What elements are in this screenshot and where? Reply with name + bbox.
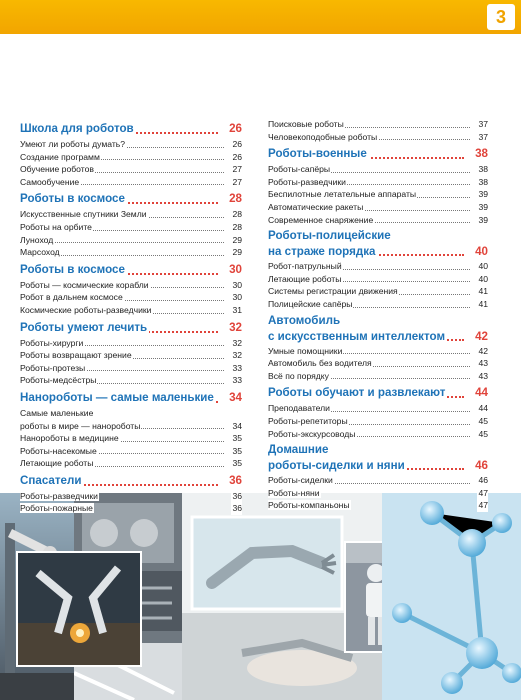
- section-title-line2-row: [268, 244, 488, 259]
- entry-title: Самообучение: [20, 176, 80, 187]
- toc-entry: [268, 118, 488, 131]
- entry-page-number: 32: [232, 337, 242, 348]
- section-title: Роботы-военные: [268, 147, 367, 161]
- entry-title: Роботы-экскурсоводы: [268, 428, 356, 439]
- section-title: Роботы в космосе: [20, 192, 125, 206]
- section-title: Роботы обучают и развлекают: [268, 386, 446, 400]
- entry-title: Нанороботы в медицине: [20, 433, 119, 444]
- entry-page-number: 34: [232, 420, 242, 431]
- entry-page-number: 44: [478, 403, 488, 414]
- entry-title: Автомобиль без водителя: [268, 358, 372, 369]
- welding-robots-photo: [16, 551, 142, 667]
- section-page-number: 36: [229, 473, 242, 487]
- toc-entry: [268, 131, 488, 144]
- entry-title: Всё по порядку: [268, 370, 329, 381]
- entry-page-number: 28: [232, 221, 242, 232]
- molecule-structure-photo: [382, 493, 521, 700]
- entry-title: Искусственные спутники Земли: [20, 209, 147, 220]
- toc-entry: [268, 428, 488, 441]
- toc-entry: [20, 151, 242, 164]
- entry-page-number: 41: [478, 298, 488, 309]
- toc-entry: [268, 163, 488, 176]
- entry-title: Роботы-протезы: [20, 362, 86, 373]
- entry-title: Современное снаряжение: [268, 214, 374, 225]
- section-page-number: 32: [229, 320, 242, 334]
- toc-entry: [20, 304, 242, 317]
- entry-title: Преподаватели: [268, 403, 330, 414]
- entry-title: Марсоход: [20, 247, 60, 258]
- entry-page-number: 35: [232, 445, 242, 456]
- entry-page-number: 29: [232, 234, 242, 245]
- entry-title: Умные помощники: [268, 345, 343, 356]
- entry-title: Робот в дальнем космосе: [20, 292, 123, 303]
- toc-entry: [20, 163, 242, 176]
- entry-page-number: 31: [232, 304, 242, 315]
- entry-page-number: 33: [232, 375, 242, 386]
- entry-title: Автоматические ракеты: [268, 201, 364, 212]
- toc-entry: [20, 337, 242, 350]
- entry-page-number: 38: [478, 176, 488, 187]
- toc-entry: [268, 176, 488, 189]
- section-title-line2-row: [268, 458, 488, 473]
- entry-page-number: 26: [232, 139, 242, 149]
- toc-section-heading: [268, 314, 488, 344]
- entry-title: Обучение роботов: [20, 164, 94, 175]
- entry-title: Беспилотные летательные аппараты: [268, 189, 417, 200]
- entry-title: Системы регистрации движения: [268, 286, 398, 297]
- toc-entry: [20, 176, 242, 189]
- toc-entry: [268, 298, 488, 311]
- entry-title: Человекоподобные роботы: [268, 131, 378, 142]
- toc-entry: [268, 370, 488, 383]
- top-header-bar: [0, 0, 521, 34]
- section-title: Спасатели: [20, 473, 82, 487]
- section-title: Нанороботы — самые маленькие: [20, 390, 214, 404]
- section-page-number: 28: [229, 192, 242, 206]
- entry-page-number: 33: [232, 362, 242, 373]
- page-number: 3: [487, 4, 515, 30]
- toc-entry: [268, 345, 488, 358]
- toc-section-heading: [268, 229, 488, 259]
- toc-entry: [20, 432, 242, 445]
- toc-section-heading: [20, 262, 242, 278]
- entry-title: Летающие роботы: [20, 458, 94, 469]
- entry-page-number: 42: [478, 345, 488, 356]
- entry-page-number: 36: [232, 490, 242, 501]
- toc-entry: [268, 285, 488, 298]
- toc-entry: [20, 208, 242, 221]
- toc-section-heading: [268, 385, 488, 401]
- entry-page-number: 40: [478, 273, 488, 284]
- section-title: Школа для роботов: [20, 122, 134, 135]
- entry-page-number: 36: [232, 503, 242, 514]
- entry-title: Поисковые роботы: [268, 119, 344, 129]
- toc-section-heading: [20, 320, 242, 336]
- entry-page-number: 29: [232, 247, 242, 258]
- entry-title: Роботы-няни: [268, 487, 320, 498]
- toc-entry: [20, 457, 242, 470]
- entry-page-number: 45: [478, 415, 488, 426]
- entry-page-number: 43: [478, 358, 488, 369]
- entry-page-number: 27: [232, 164, 242, 175]
- toc-entry: [20, 362, 242, 375]
- section-title-line1: Домашние: [268, 443, 329, 457]
- toc-section-heading: [20, 473, 242, 489]
- toc-entry: [20, 445, 242, 458]
- toc-entry: [268, 273, 488, 286]
- toc-entry: [268, 474, 488, 487]
- entry-title: Роботы-насекомые: [20, 445, 97, 456]
- toc-entry: [268, 214, 488, 227]
- entry-title: Роботы возвращают зрение: [20, 350, 132, 361]
- entry-title: Создание программ: [20, 151, 100, 162]
- section-page-number: 26: [229, 122, 242, 135]
- entry-title: Роботы-разведчики: [268, 176, 346, 187]
- toc-section-heading: [268, 443, 488, 473]
- entry-title: Роботы-сиделки: [268, 475, 333, 486]
- toc-entry: [20, 420, 242, 433]
- entry-page-number: 39: [478, 214, 488, 225]
- toc-section-heading: [268, 146, 488, 162]
- toc-right-column: [268, 118, 488, 512]
- toc-section-heading: [20, 390, 242, 406]
- toc-entry: [20, 221, 242, 234]
- entry-page-number: 30: [232, 279, 242, 290]
- toc-entry: [20, 138, 242, 151]
- entry-title: Полицейские сапёры: [268, 298, 353, 309]
- entry-title: Роботы-хирурги: [20, 337, 84, 348]
- toc-entry: [268, 415, 488, 428]
- entry-page-number: 39: [478, 201, 488, 212]
- toc-entry: [268, 402, 488, 415]
- entry-page-number: 37: [478, 119, 488, 129]
- section-page-number: 34: [229, 390, 242, 404]
- section-title-line1: Роботы-полицейские: [268, 229, 391, 243]
- toc-entry: [20, 279, 242, 292]
- entry-title: Роботы-компаньоны: [268, 500, 350, 511]
- toc-entry: [20, 374, 242, 387]
- entry-title: Луноход: [20, 234, 54, 245]
- toc-entry: [268, 201, 488, 214]
- entry-page-number: 38: [478, 164, 488, 175]
- entry-page-number: 28: [232, 209, 242, 220]
- entry-title: Робот-патрульный: [268, 261, 342, 272]
- entry-page-number: 46: [478, 475, 488, 486]
- entry-title: Летающие роботы: [268, 273, 342, 284]
- section-title-line1: Автомобиль: [268, 313, 341, 327]
- entry-title: Роботы-пожарные: [20, 503, 93, 514]
- section-title: Роботы в космосе: [20, 262, 125, 276]
- section-title: с искусственным интеллектом: [268, 329, 446, 343]
- toc-entry-line1: [20, 407, 242, 420]
- entry-page-number: 26: [232, 151, 242, 162]
- toc-entry: [20, 291, 242, 304]
- section-title: Роботы умеют лечить: [20, 320, 148, 334]
- section-title-line2-row: [268, 329, 488, 344]
- entry-page-number: 30: [232, 292, 242, 303]
- toc-left-column: [20, 118, 242, 515]
- toc-entry: [268, 260, 488, 273]
- entry-title: Роботы-репетиторы: [268, 415, 348, 426]
- entry-page-number: 43: [478, 370, 488, 381]
- section-title: роботы-сиделки и няни: [268, 459, 405, 473]
- entry-page-number: 35: [232, 458, 242, 469]
- entry-title: Космические роботы-разведчики: [20, 304, 152, 315]
- toc-section-heading: [20, 191, 242, 207]
- toc-entry: [20, 234, 242, 247]
- entry-page-number: 39: [478, 189, 488, 200]
- section-page-number: 40: [475, 245, 488, 259]
- toc-section-heading: [20, 121, 242, 137]
- entry-title: Умеют ли роботы думать?: [20, 139, 126, 149]
- section-page-number: 46: [475, 459, 488, 473]
- entry-page-number: 40: [478, 261, 488, 272]
- toc-entry: [20, 349, 242, 362]
- section-title: на страже порядка: [268, 245, 376, 259]
- toc-entry: [268, 188, 488, 201]
- entry-page-number: 35: [232, 433, 242, 444]
- section-page-number: 42: [475, 329, 488, 343]
- entry-page-number: 41: [478, 286, 488, 297]
- entry-page-number: 45: [478, 428, 488, 439]
- entry-title: Роботы на орбите: [20, 221, 92, 232]
- toc-entry: [268, 357, 488, 370]
- entry-page-number: 47: [478, 487, 488, 498]
- section-page-number: 30: [229, 262, 242, 276]
- entry-title-line1: Самые маленькие: [20, 407, 94, 418]
- toc-entry: [20, 246, 242, 259]
- entry-page-number: 47: [478, 500, 488, 511]
- entry-page-number: 32: [232, 350, 242, 361]
- entry-title: Роботы — космические корабли: [20, 279, 149, 290]
- entry-title: Роботы-разведчики: [20, 490, 98, 501]
- entry-page-number: 37: [478, 131, 488, 142]
- entry-title: Роботы-медсёстры: [20, 375, 97, 386]
- section-page-number: 38: [475, 147, 488, 161]
- section-page-number: 44: [475, 386, 488, 400]
- entry-title: Роботы-сапёры: [268, 164, 331, 175]
- entry-title: роботы в мире — нанороботы: [20, 420, 141, 431]
- entry-page-number: 27: [232, 176, 242, 187]
